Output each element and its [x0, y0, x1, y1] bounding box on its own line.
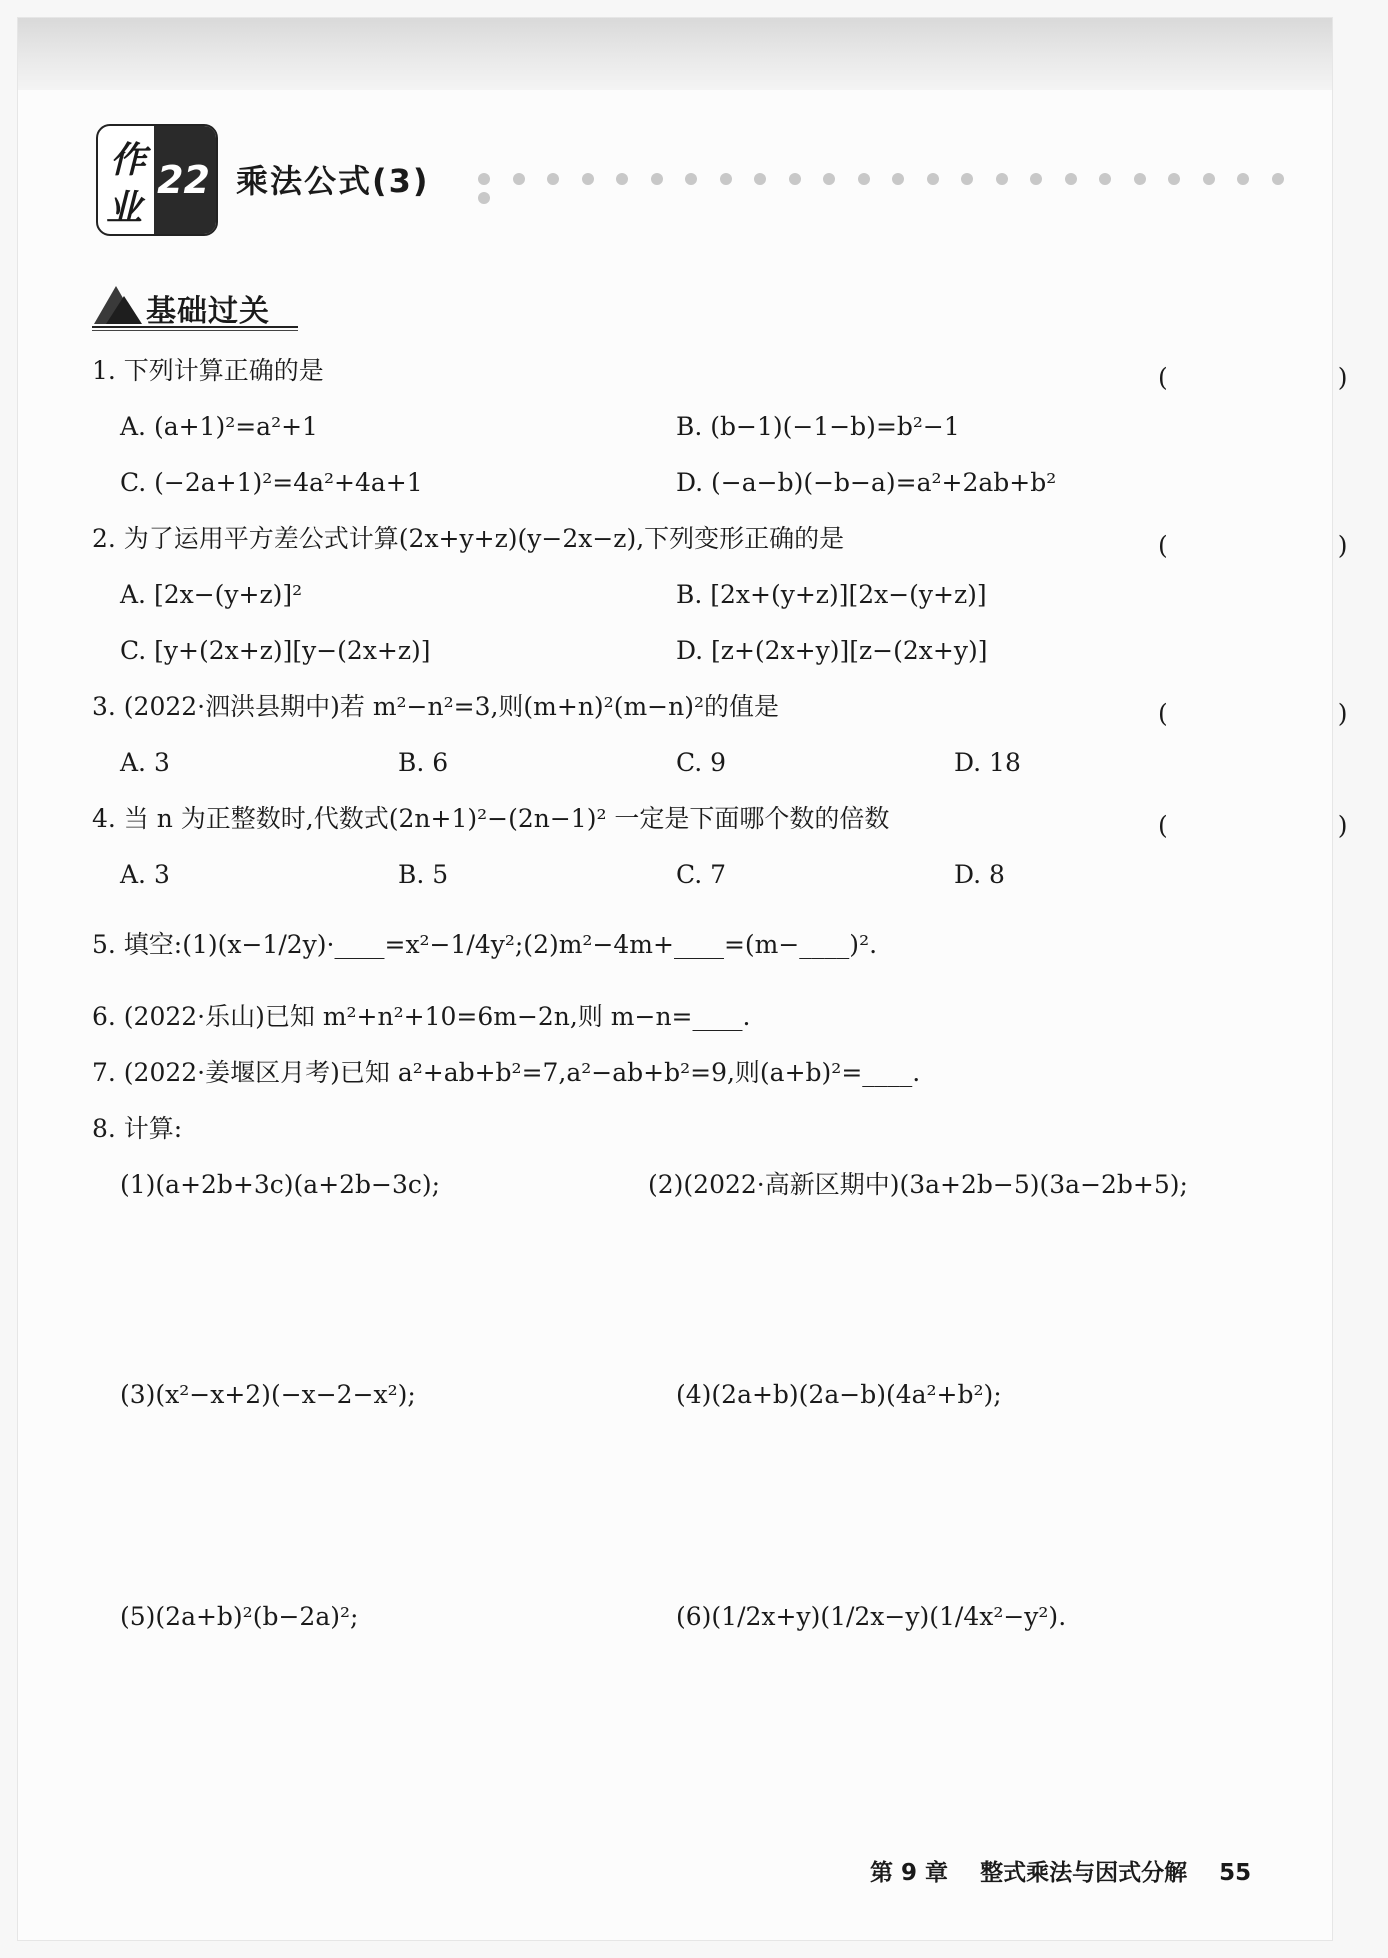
footer-chapter: 第 9 章 [870, 1860, 949, 1886]
q2-option-a: A. [2x−(y+z)]² [120, 580, 303, 609]
section-underline [92, 326, 298, 328]
q3-stem: 3. (2022·泗洪县期中)若 m²−n²=3,则(m+n)²(m−n)²的值是 [92, 692, 779, 721]
q1-option-a: A. (a+1)²=a²+1 [120, 412, 318, 441]
homework-title: 乘法公式(3) [236, 162, 430, 200]
q3-option-b: B. 6 [398, 748, 449, 777]
footer-page-number: 55 [1219, 1860, 1252, 1886]
page-footer [870, 1854, 1251, 1887]
q4-option-c: C. 7 [676, 860, 727, 889]
badge-char-top: 作 [110, 140, 147, 181]
q4-option-b: B. 5 [398, 860, 449, 889]
homework-badge [96, 124, 218, 236]
q2-option-b: B. [2x+(y+z)][2x−(y+z)] [676, 580, 987, 609]
q5-text: 5. 填空:(1)(x−1/2y)·____=x²−1/4y²;(2)m²−4m+____=(m−____)². [92, 930, 878, 959]
q4-answer-bracket: ( ) [1158, 811, 1388, 840]
q8-part-6: (6)(1/2x+y)(1/2x−y)(1/4x²−y²). [676, 1602, 1067, 1631]
badge-char-bottom: 业 [106, 188, 143, 229]
q3-option-a: A. 3 [120, 748, 170, 777]
top-scan-band [18, 18, 1332, 90]
q8-stem: 8. 计算: [92, 1114, 183, 1143]
q1-option-d: D. (−a−b)(−b−a)=a²+2ab+b² [676, 468, 1057, 497]
q2-option-c: C. [y+(2x+z)][y−(2x+z)] [120, 636, 431, 665]
q2-stem: 2. 为了运用平方差公式计算(2x+y+z)(y−2x−z),下列变形正确的是 [92, 524, 845, 553]
q2-answer-bracket: ( ) [1158, 531, 1388, 560]
q8-part-1: (1)(a+2b+3c)(a+2b−3c); [120, 1170, 441, 1199]
q8-part-4: (4)(2a+b)(2a−b)(4a²+b²); [676, 1380, 1002, 1409]
q8-part-3: (3)(x²−x+2)(−x−2−x²); [120, 1380, 416, 1409]
section-underline-thin [92, 330, 298, 331]
q8-part-2: (2)(2022·高新区期中)(3a+2b−5)(3a−2b+5); [648, 1170, 1188, 1199]
mountain-icon [92, 280, 142, 328]
q1-option-c: C. (−2a+1)²=4a²+4a+1 [120, 468, 423, 497]
badge-number: 22 [157, 158, 210, 202]
q4-option-d: D. 8 [954, 860, 1005, 889]
q4-option-a: A. 3 [120, 860, 170, 889]
q1-option-b: B. (b−1)(−1−b)=b²−1 [676, 412, 960, 441]
section-title: 基础过关 [146, 294, 270, 329]
q1-stem: 1. 下列计算正确的是 [92, 356, 324, 385]
q3-option-d: D. 18 [954, 748, 1021, 777]
q3-answer-bracket: ( ) [1158, 699, 1388, 728]
q8-part-5: (5)(2a+b)²(b−2a)²; [120, 1602, 359, 1631]
dotted-rule [478, 170, 1330, 186]
q4-stem: 4. 当 n 为正整数时,代数式(2n+1)²−(2n−1)² 一定是下面哪个数的倍数 [92, 804, 890, 833]
footer-chapter-title: 整式乘法与因式分解 [980, 1860, 1188, 1886]
q3-option-c: C. 9 [676, 748, 727, 777]
q7-text: 7. (2022·姜堰区月考)已知 a²+ab+b²=7,a²−ab+b²=9,则(a+b)²=____. [92, 1058, 921, 1087]
q1-answer-bracket: ( ) [1158, 363, 1388, 392]
q2-option-d: D. [z+(2x+y)][z−(2x+y)] [676, 636, 988, 665]
q6-text: 6. (2022·乐山)已知 m²+n²+10=6m−2n,则 m−n=____. [92, 1002, 751, 1031]
